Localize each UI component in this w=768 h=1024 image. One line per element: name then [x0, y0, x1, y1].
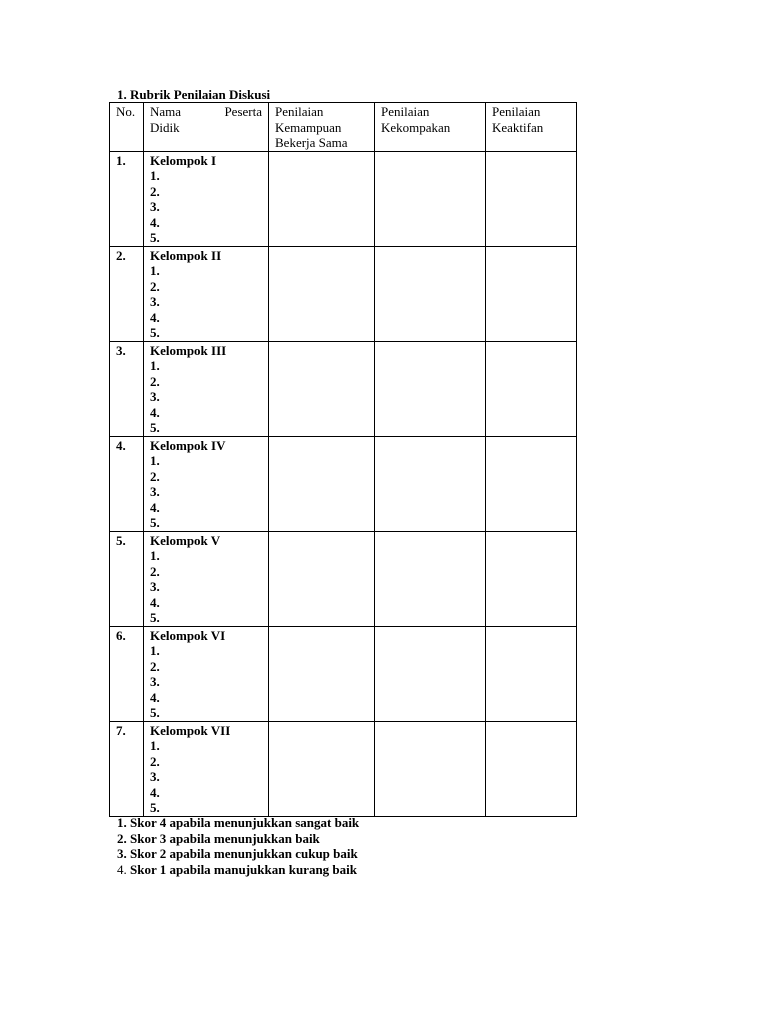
table-row [110, 151, 577, 246]
group-cell [144, 531, 269, 626]
row-number: 4. [110, 436, 144, 531]
member-number: 2. [150, 753, 160, 769]
score-keaktifan-cell [486, 151, 577, 246]
row-number: 6. [110, 626, 144, 721]
score-keaktifan-cell [486, 436, 577, 531]
note-text: Skor 1 apabila manujukkan kurang baik [130, 861, 357, 877]
member-number: 5. [150, 325, 160, 340]
member-number: 2. [150, 563, 160, 579]
member-number: 2. [150, 278, 160, 294]
score-kemampuan-cell [269, 341, 375, 436]
score-kemampuan-cell [269, 151, 375, 246]
member-number: 4. [150, 214, 160, 230]
note-text: Skor 2 apabila menunjukkan cukup baik [130, 846, 358, 861]
header-name-part3: Didik [150, 119, 180, 135]
table-row [110, 626, 577, 721]
scoring-note [117, 815, 359, 831]
header-no-label: No. [116, 104, 136, 119]
member-number: 4. [150, 404, 160, 420]
group-name: Kelompok IV [150, 437, 226, 453]
score-kekompakan-cell [375, 341, 486, 436]
member-number: 5. [150, 420, 160, 435]
member-number: 1. [150, 453, 160, 468]
member-number: 1. [150, 168, 160, 183]
header-kekompakan [375, 103, 486, 152]
member-number: 1. [150, 738, 160, 753]
note-number: 4. [117, 861, 127, 877]
note-number: 3. [117, 846, 127, 861]
row-number: 3. [110, 341, 144, 436]
member-number: 3. [150, 199, 160, 214]
row-number: 5. [110, 531, 144, 626]
member-number: 5. [150, 705, 160, 720]
page-title: 1. Rubrik Penilaian Diskusi [117, 87, 271, 102]
member-number: 4. [150, 594, 160, 610]
note-text: Skor 3 apabila menunjukkan baik [130, 830, 320, 846]
score-kemampuan-cell [269, 436, 375, 531]
scoring-note [117, 846, 359, 862]
member-number: 3. [150, 294, 160, 309]
score-kekompakan-cell [375, 721, 486, 816]
scoring-notes [117, 815, 359, 877]
header-kemampuan-line1: Penilaian [275, 104, 324, 119]
member-number: 2. [150, 183, 160, 199]
group-cell [144, 436, 269, 531]
header-keaktifan-line1: Penilaian [492, 104, 541, 119]
score-kemampuan-cell [269, 721, 375, 816]
group-name: Kelompok I [150, 152, 217, 168]
table-body [110, 151, 577, 816]
member-number: 5. [150, 515, 160, 530]
rubric-table [109, 102, 577, 817]
member-list [150, 548, 262, 626]
member-number: 5. [150, 800, 160, 815]
table-row [110, 721, 577, 816]
group-cell [144, 721, 269, 816]
member-number: 2. [150, 658, 160, 674]
table-header-row [110, 103, 577, 152]
header-name-part1: Nama [150, 104, 182, 119]
scoring-note [117, 862, 359, 878]
group-cell [144, 341, 269, 436]
member-number: 3. [150, 389, 160, 404]
header-keaktifan-line2: Keaktifan [492, 119, 544, 135]
member-list [150, 263, 262, 341]
score-keaktifan-cell [486, 531, 577, 626]
header-kemampuan [269, 103, 375, 152]
table-row [110, 436, 577, 531]
member-number: 2. [150, 468, 160, 484]
group-name: Kelompok V [150, 532, 221, 548]
table-row [110, 341, 577, 436]
member-number: 4. [150, 499, 160, 515]
score-kekompakan-cell [375, 626, 486, 721]
row-number: 7. [110, 721, 144, 816]
member-number: 3. [150, 579, 160, 594]
header-kemampuan-line3: Bekerja Sama [275, 135, 348, 150]
score-kemampuan-cell [269, 246, 375, 341]
note-text: Skor 4 apabila menunjukkan sangat baik [130, 815, 360, 830]
score-kekompakan-cell [375, 531, 486, 626]
member-list [150, 643, 262, 721]
group-cell [144, 626, 269, 721]
group-name: Kelompok II [150, 247, 222, 263]
score-kemampuan-cell [269, 531, 375, 626]
header-keaktifan [486, 103, 577, 152]
member-number: 1. [150, 358, 160, 373]
member-number: 1. [150, 263, 160, 278]
member-list [150, 358, 262, 436]
member-list [150, 738, 262, 816]
header-name [144, 103, 269, 152]
member-number: 2. [150, 373, 160, 389]
member-number: 4. [150, 689, 160, 705]
member-number: 3. [150, 484, 160, 499]
table-row [110, 246, 577, 341]
score-keaktifan-cell [486, 721, 577, 816]
table-row [110, 531, 577, 626]
group-name: Kelompok III [150, 342, 227, 358]
group-name: Kelompok VII [150, 722, 231, 738]
note-number: 2. [117, 830, 127, 846]
header-name-part2: Peserta [224, 104, 262, 119]
row-number: 1. [110, 151, 144, 246]
member-number: 5. [150, 610, 160, 625]
score-keaktifan-cell [486, 626, 577, 721]
score-kekompakan-cell [375, 436, 486, 531]
header-no [110, 103, 144, 152]
group-cell [144, 151, 269, 246]
score-kekompakan-cell [375, 246, 486, 341]
score-kekompakan-cell [375, 151, 486, 246]
member-list [150, 168, 262, 246]
score-keaktifan-cell [486, 246, 577, 341]
member-number: 5. [150, 230, 160, 245]
member-number: 1. [150, 643, 160, 658]
member-number: 4. [150, 784, 160, 800]
member-number: 3. [150, 769, 160, 784]
member-number: 4. [150, 309, 160, 325]
member-number: 3. [150, 674, 160, 689]
score-keaktifan-cell [486, 341, 577, 436]
member-number: 1. [150, 548, 160, 563]
header-kekompakan-line2: Kekompakan [381, 119, 451, 135]
row-number: 2. [110, 246, 144, 341]
group-name: Kelompok VI [150, 627, 226, 643]
score-kemampuan-cell [269, 626, 375, 721]
member-list [150, 453, 262, 531]
scoring-note [117, 831, 359, 847]
header-kekompakan-line1: Penilaian [381, 104, 430, 119]
header-kemampuan-line2: Kemampuan [275, 119, 342, 135]
group-cell [144, 246, 269, 341]
note-number: 1. [117, 815, 127, 830]
